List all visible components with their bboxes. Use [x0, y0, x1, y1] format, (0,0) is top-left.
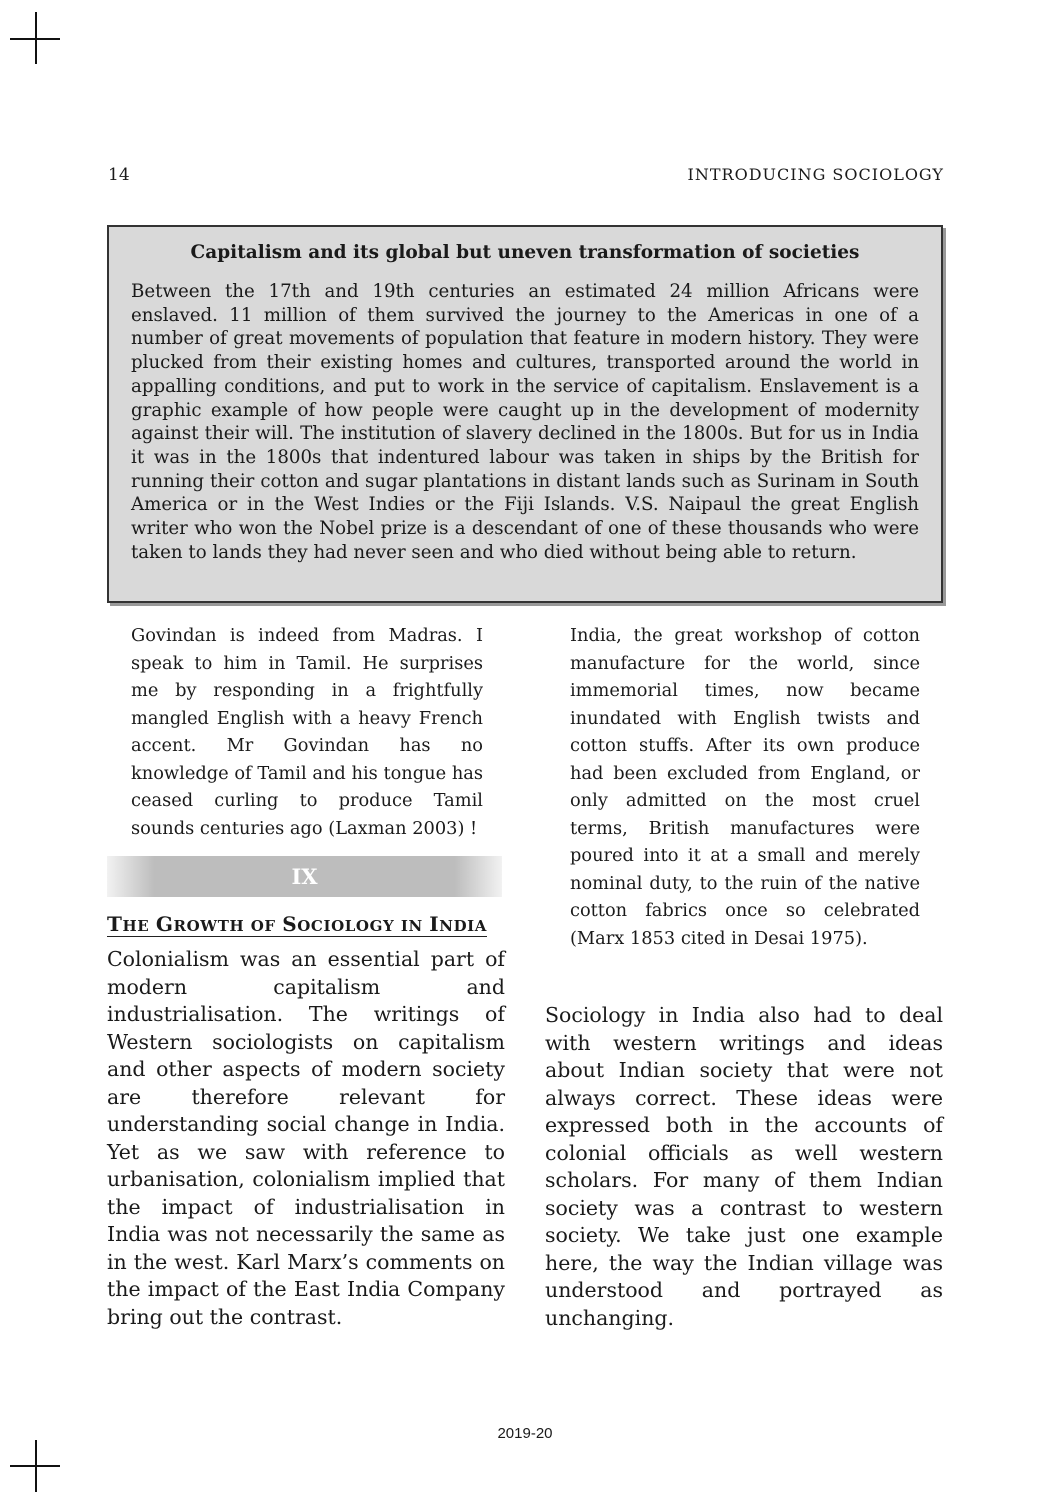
footer-year: 2019-20: [497, 1425, 553, 1442]
info-box-title: Capitalism and its global but uneven transformation of societies: [190, 242, 860, 263]
section-number: IX: [291, 864, 318, 889]
crop-mark-top-left-v: [35, 12, 37, 64]
section-heading: THE GROWTH OF SOCIOLOGY IN INDIA: [107, 912, 488, 936]
main-text-right: Sociology in India also had to deal with western writings and ideas about Indian society that were not always correct. These ideas were expressed both in the accounts of colonial officials as well western scholars. For many of them Indian society was a contrast to western society. We take just one example here, the way the Indian village was understood and portrayed as unchanging.: [545, 1003, 943, 1330]
info-box: [107, 225, 943, 603]
running-title: INTRODUCING SOCIOLOGY: [687, 165, 944, 184]
info-box-text: Between the 17th and 19th centuries an estimated 24 million Africans were enslaved. 11 million of them survived the journey to the Americas in one of a number of great movements of population that feature in modern history. They were plucked from their existing homes and cultures, transported around the world in appalling conditions, and put to work in the service of capitalism. Enslavement is a graphic example of how people were caught up in the development of modernity against their will. The institution of slavery declined in the 1800s. But for us in India it was in the 1800s that indentured labour was taken in ships by the British for running their cotton and sugar plantations in distant lands such as Surinam in South America or in the West Indies or the Fiji Islands. V.S. Naipaul the great English writer who won the Nobel prize is a descendant of one of these thousands who were taken to lands they had never seen and who died without being able to return.: [131, 281, 919, 563]
quote-right: India, the great workshop of cotton manufacture for the world, since immemorial times, now became inundated with English twists and cotton stuffs. After its own produce had been excluded from England, or only admitted on the most cruel terms, British manufactures were poured into it at a small and merely nominal duty, to the ruin of the native cotton fabrics once so celebrated (Marx 1853 cited in Desai 1975).: [570, 625, 920, 949]
section-number-bar: [107, 856, 502, 897]
crop-mark-bottom-left-v: [35, 1440, 37, 1492]
quote-left: Govindan is indeed from Madras. I speak to him in Tamil. He surprises me by responding in a frightfully mangled English with a heavy French accent. Mr Govindan has no knowledge of Tamil and his tongue has ceased curling to produce Tamil sounds centuries ago (Laxman 2003) !: [131, 625, 483, 839]
main-text-left: Colonialism was an essential part of modern capitalism and industrialisation. The writings of Western sociologists on capitalism and other aspects of modern society are therefore relevant for understanding social change in India. Yet as we saw with reference to urbanisation, colonialism implied that the impact of industrialisation in India was not necessarily the same as in the west. Karl Marx’s comments on the impact of the East India Company bring out the contrast.: [107, 947, 505, 1329]
page-number: 14: [108, 165, 130, 185]
